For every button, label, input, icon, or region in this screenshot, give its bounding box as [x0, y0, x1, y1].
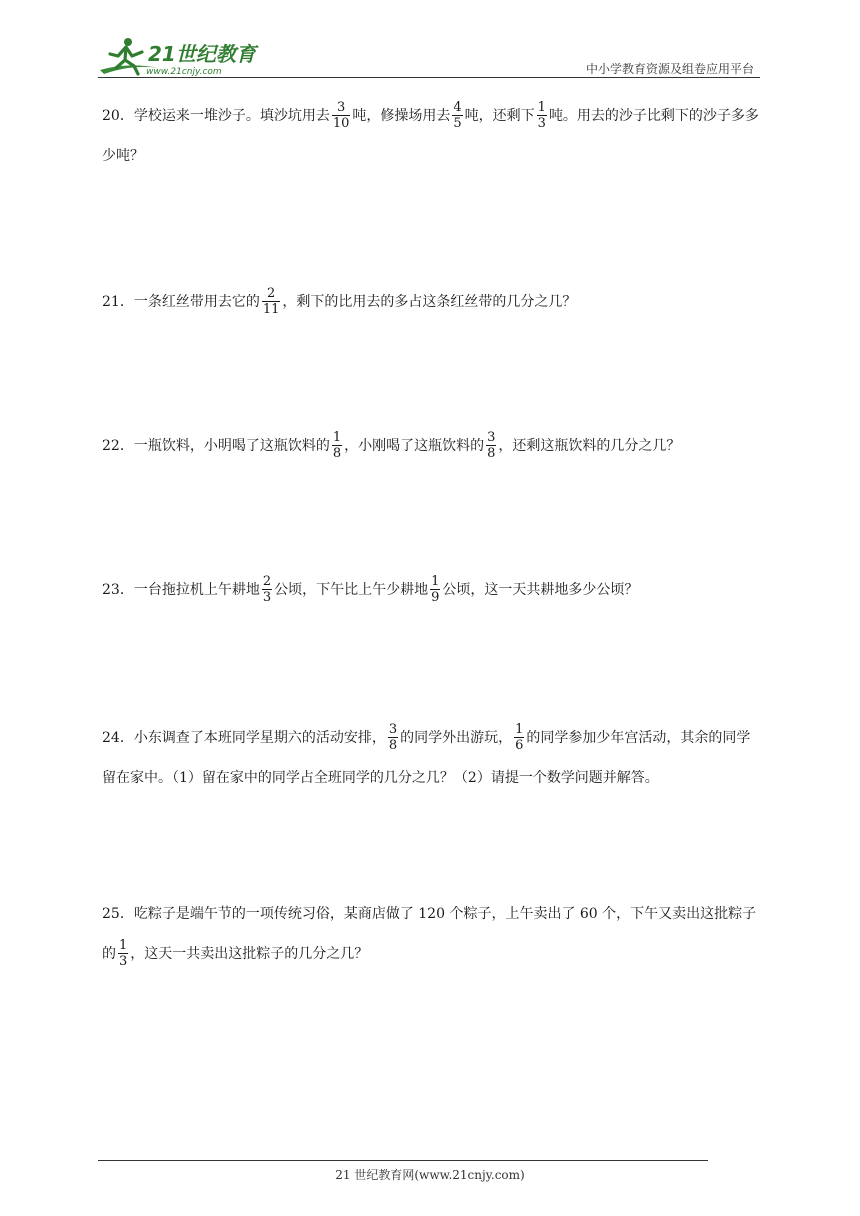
- fraction: [452, 100, 462, 131]
- question-text: 的同学参加少年宫活动，其余的同学留在家中。（1）留在家中的同学占全班同学的几分之几？（2）请提一个数学问题并解答。: [102, 730, 751, 786]
- fraction-numerator: 1: [515, 721, 524, 737]
- header-platform-name: 中小学教育资源及组卷应用平台: [585, 62, 754, 76]
- header-divider: [98, 77, 760, 78]
- footer-site-link[interactable]: 21 世纪教育网(www.21cnjy.com): [335, 1168, 525, 1182]
- question-text: 吨。用去的沙子比剩下的沙子多多少吨？: [102, 108, 759, 164]
- question-22: [102, 426, 762, 466]
- fraction: [332, 100, 351, 131]
- logo-text: 21世纪教育: [148, 42, 256, 66]
- question-24: [102, 718, 762, 798]
- fraction-denominator: 8: [332, 445, 342, 461]
- question-text: 学校运来一堆沙子。填沙坑用去: [133, 108, 330, 124]
- question-text: ，这天一共卖出这批粽子的几分之几？: [130, 946, 369, 962]
- fraction-numerator: 2: [262, 573, 272, 589]
- fraction: [262, 574, 272, 605]
- fraction-denominator: 5: [453, 115, 462, 131]
- question-text: 一台拖拉机上午耕地: [133, 582, 260, 598]
- question-number: 22．: [102, 438, 134, 454]
- question-number: 24．: [102, 730, 134, 746]
- fraction-numerator: 1: [431, 573, 440, 589]
- fraction-numerator: 1: [537, 99, 546, 115]
- runner-logo-icon: [98, 34, 268, 78]
- fraction-denominator: 3: [262, 589, 272, 605]
- fraction-denominator: 10: [332, 115, 350, 131]
- fraction-denominator: 9: [431, 589, 440, 605]
- question-20: [102, 96, 762, 176]
- fraction-denominator: 6: [515, 737, 524, 753]
- fraction-numerator: 3: [487, 429, 496, 445]
- fraction: [514, 722, 524, 753]
- question-text: 吨，还剩下: [464, 108, 535, 124]
- question-text: 一条红丝带用去它的: [133, 294, 260, 310]
- logo-url: www.21cnjy.com: [146, 67, 222, 77]
- fraction: [118, 938, 128, 969]
- page-header: [98, 30, 760, 78]
- fraction: [262, 286, 281, 317]
- fraction: [332, 430, 342, 461]
- fraction-numerator: 1: [119, 937, 128, 953]
- fraction: [486, 430, 496, 461]
- question-number: 23．: [102, 582, 134, 598]
- question-23: [102, 570, 762, 610]
- question-25: [102, 894, 762, 974]
- fraction: [430, 574, 440, 605]
- fraction-numerator: 3: [388, 721, 398, 737]
- question-21: [102, 282, 762, 322]
- fraction-denominator: 11: [262, 301, 280, 317]
- fraction-denominator: 3: [537, 115, 546, 131]
- site-logo[interactable]: [98, 34, 268, 78]
- question-number: 25．: [102, 906, 134, 922]
- question-text: 公顷，下午比上午少耕地: [274, 582, 429, 598]
- question-text: ，剩下的比用去的多占这条红丝带的几分之几？: [282, 294, 577, 310]
- question-text: 吃粽子是端午节的一项传统习俗，某商店做了 120 个粽子，上午卖出了 60 个，下午又卖出这批粽子的: [102, 906, 757, 962]
- question-text: ，还剩这瓶饮料的几分之几？: [498, 438, 681, 454]
- question-text: 小东调查了本班同学星期六的活动安排，: [133, 730, 386, 746]
- fraction: [537, 100, 547, 131]
- question-text: 公顷，这一天共耕地多少公顷？: [442, 582, 639, 598]
- fraction-numerator: 2: [266, 285, 276, 301]
- question-number: 20．: [102, 108, 134, 124]
- question-number: 21．: [102, 294, 134, 310]
- footer-divider: [98, 1160, 708, 1161]
- fraction-denominator: 3: [119, 953, 128, 969]
- fraction-denominator: 8: [388, 737, 398, 753]
- question-text: 的同学外出游玩，: [400, 730, 513, 746]
- fraction-numerator: 3: [336, 99, 346, 115]
- fraction: [388, 722, 398, 753]
- fraction-denominator: 8: [487, 445, 496, 461]
- fraction-numerator: 4: [453, 99, 462, 115]
- question-text: 一瓶饮料，小明喝了这瓶饮料的: [133, 438, 330, 454]
- question-text: 吨，修操场用去: [352, 108, 451, 124]
- question-text: ，小刚喝了这瓶饮料的: [344, 438, 485, 454]
- fraction-numerator: 1: [332, 429, 342, 445]
